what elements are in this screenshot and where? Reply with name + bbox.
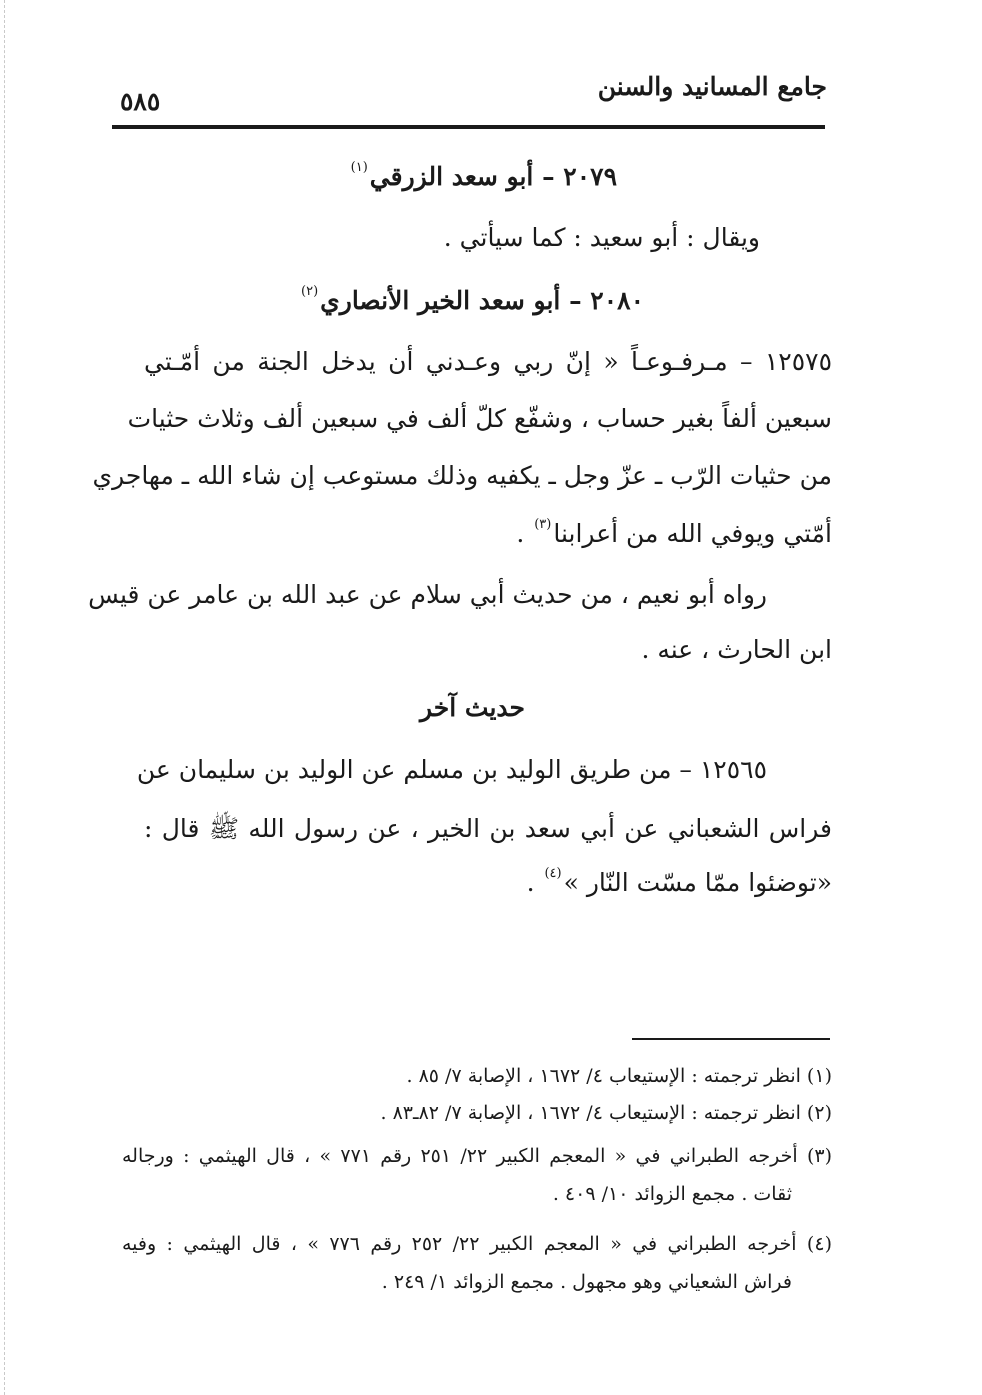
line-end: . xyxy=(526,868,543,897)
header-rule xyxy=(112,125,825,129)
footnote-3-line-1: (٣) أخرجه الطبراني في « المعجم الكبير ٢٢/ ٢٥١ رقم ٧٧١ » ، قال الهيثمي : ورجاله xyxy=(122,1145,832,1167)
page-edge xyxy=(4,0,6,1395)
hadith-12575-line-2: سبعين ألفاً بغير حساب ، وشفّع كلّ ألف في سبعين ألف وثلاث حثيات xyxy=(127,404,832,433)
entry-text-2079: ويقال : أبو سعيد : كما سيأتي . xyxy=(443,223,760,252)
hadith-text: «توضئوا ممّا مسّت النّار » xyxy=(563,868,832,897)
entry-heading-2079 xyxy=(349,160,617,191)
hadith-12565-line-1: ١٢٥٦٥ – من طريق الوليد بن مسلم عن الوليد بن سليمان عن xyxy=(136,755,767,784)
hadith-text: أمّتي ويوفي الله من أعرابنا xyxy=(553,519,832,548)
hadith-12575-line-3: من حثيات الرّب ـ عزّ وجل ـ يكفيه وذلك مستوعب إن شاء الله ـ مهاجري xyxy=(92,461,832,490)
hadith-12575-line-4 xyxy=(516,517,832,548)
running-header-title: جامع المسانيد والسنن xyxy=(597,72,827,101)
section-heading: حديث آخر xyxy=(420,693,525,722)
narration-line-1: رواه أبو نعيم ، من حديث أبي سلام عن عبد الله بن عامر عن قيس xyxy=(88,580,767,609)
footnote-ref-3: (٣) xyxy=(534,517,552,532)
footnote-ref-1: (١) xyxy=(350,160,368,175)
footnote-rule xyxy=(632,1038,830,1040)
entry-heading-text: ٢٠٨٠ – أبو سعد الخير الأنصاري xyxy=(320,286,644,315)
footnote-1: (١) انظر ترجمته : الإستيعاب ٤/ ١٦٧٢ ، الإصابة ٧/ ٨٥ . xyxy=(406,1065,832,1087)
page-number: ٥٨٥ xyxy=(120,87,161,116)
entry-heading-text: ٢٠٧٩ – أبو سعد الزرقي xyxy=(369,162,617,191)
footnote-ref-4: (٤) xyxy=(544,866,562,881)
narration-line-2: ابن الحارث ، عنه . xyxy=(641,635,832,664)
footnote-4-line-1: (٤) أخرجه الطبراني في « المعجم الكبير ٢٢/ ٢٥٢ رقم ٧٧٦ » ، قال الهيثمي : وفيه xyxy=(122,1233,832,1255)
footnote-3-line-2: ثقات . مجمع الزوائد ١٠/ ٤٠٩ . xyxy=(552,1183,792,1205)
entry-heading-2080 xyxy=(299,284,644,315)
line-end: . xyxy=(516,519,533,548)
footnote-ref-2: (٢) xyxy=(301,284,319,299)
hadith-12565-line-2: فراس الشعباني عن أبي سعد بن الخير ، عن رسول الله ﷺ قال : xyxy=(144,814,832,843)
hadith-12575-line-1: ١٢٥٧٥ – مـرفـوعـاً « إنّ ربي وعـدني أن يدخل الجنة من أمّـتي xyxy=(144,347,832,376)
hadith-12565-line-3 xyxy=(527,866,832,897)
footnote-4-line-2: فراش الشعياني وهو مجهول . مجمع الزوائد ١/ ٢٤٩ . xyxy=(381,1271,792,1293)
footnote-2: (٢) انظر ترجمته : الإستيعاب ٤/ ١٦٧٢ ، الإصابة ٧/ ٨٢ـ٨٣ . xyxy=(380,1102,832,1124)
